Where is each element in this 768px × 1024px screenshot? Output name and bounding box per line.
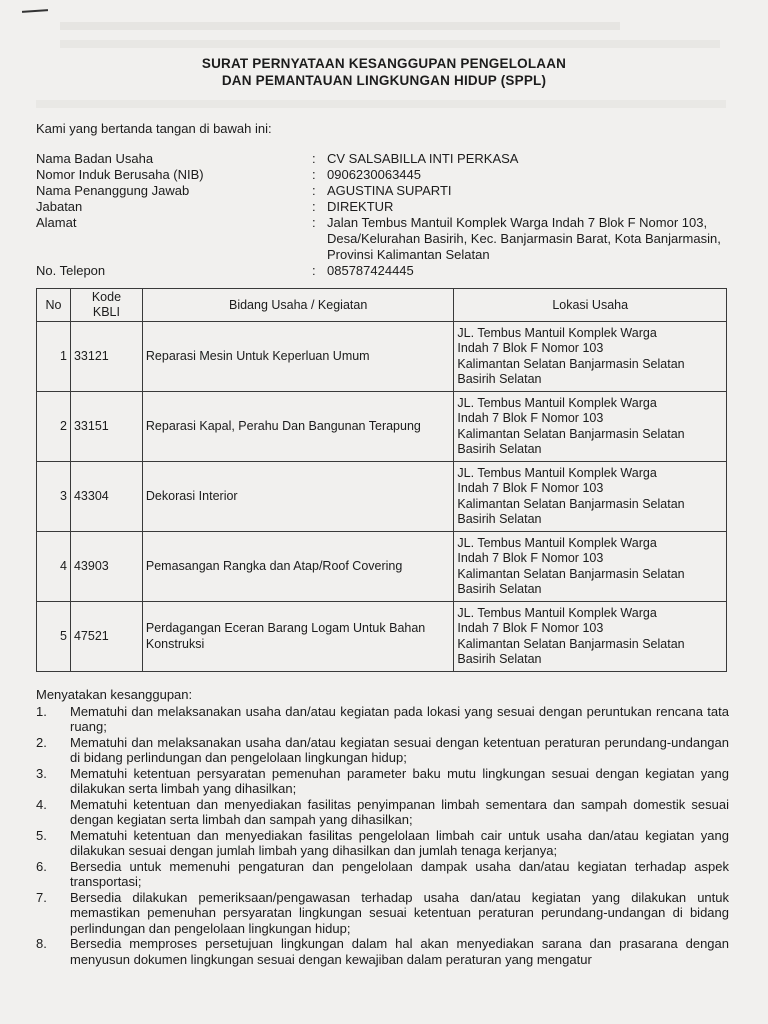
bleed-through-shadow xyxy=(36,100,726,108)
document-title-line2: DAN PEMANTAUAN LINGKUNGAN HIDUP (SPPL) xyxy=(221,73,547,88)
identity-value: Jalan Tembus Mantuil Komplek Warga Indah 7 Blok F Nomor 103, Desa/Kelurahan Basirih, Kec. Banjarmasin Barat, Kota Banjarmasin, Provinsi Kalimantan Selatan xyxy=(327,215,721,262)
cell-no: 3 xyxy=(37,462,71,532)
cell-kbli: 33121 xyxy=(70,322,142,392)
cell-kbli: 43903 xyxy=(70,532,142,602)
lokasi-line: Basirih Selatan xyxy=(457,582,542,596)
cell-no: 1 xyxy=(37,322,71,392)
lokasi-line: JL. Tembus Mantuil Komplek Warga xyxy=(457,395,657,410)
lokasi-line: Basirih Selatan xyxy=(457,372,542,386)
statement-section xyxy=(36,687,729,967)
list-item xyxy=(36,828,729,859)
cell-kbli: 33151 xyxy=(70,392,142,462)
lokasi-line: Kalimantan Selatan Banjarmasin Selatan xyxy=(457,496,685,511)
lokasi-line: Indah 7 Blok F Nomor 103 xyxy=(457,481,604,495)
bleed-through-shadow xyxy=(60,40,720,48)
identity-row xyxy=(36,151,736,167)
colon: : xyxy=(312,199,316,214)
table-row xyxy=(37,462,727,532)
item-text: Mematuhi dan melaksanakan usaha dan/atau kegiatan pada lokasi yang sesuai dengan peruntukan rencana tata ruang; xyxy=(70,703,729,734)
lokasi-line: JL. Tembus Mantuil Komplek Warga xyxy=(457,465,657,480)
item-number: 4. xyxy=(36,796,47,812)
bleed-through-shadow xyxy=(60,22,620,30)
colon: : xyxy=(312,215,316,230)
colon: : xyxy=(312,151,316,166)
header-lokasi: Lokasi Usaha xyxy=(454,289,727,322)
lokasi-line: Basirih Selatan xyxy=(457,512,542,526)
cell-lokasi xyxy=(454,392,727,462)
identity-block xyxy=(36,151,736,279)
cell-kbli: 47521 xyxy=(70,602,142,672)
cell-bidang: Reparasi Kapal, Perahu Dan Bangunan Terapung xyxy=(142,392,454,462)
statement-heading: Menyatakan kesanggupan: xyxy=(36,687,193,702)
identity-value: CV SALSABILLA INTI PERKASA xyxy=(327,151,519,166)
colon: : xyxy=(312,167,316,182)
list-item xyxy=(36,936,729,967)
item-text: Mematuhi ketentuan persyaratan pemenuhan parameter baku mutu lingkungan sesuai dengan kegiatan yang dilakukan serta limbah yang dihasilkan; xyxy=(70,765,729,796)
identity-row xyxy=(36,215,736,263)
list-item xyxy=(36,735,729,766)
identity-label: No. Telepon xyxy=(36,263,106,278)
item-number: 8. xyxy=(36,936,47,951)
item-text: Bersedia memproses persetujuan lingkungan dalam hal akan menyediakan sarana dan prasarana dengan menyusun dokumen lingkungan sesuai dengan kewajiban dalam peraturan yang mengatur xyxy=(70,936,729,967)
lokasi-line: JL. Tembus Mantuil Komplek Warga xyxy=(457,325,657,340)
table-row xyxy=(37,532,727,602)
table-row xyxy=(37,322,727,392)
lokasi-line: JL. Tembus Mantuil Komplek Warga xyxy=(457,535,657,550)
lokasi-line: Basirih Selatan xyxy=(457,652,542,666)
item-text: Bersedia dilakukan pemeriksaan/pengawasan terhadap usaha dan/atau kegiatan yang dilakukan untuk memastikan pemenuhan persyaratan lingkungan sesuai ketentuan peraturan perundang-undangan di bidang perlindungan dan pengelolaan lingkungan hidup; xyxy=(70,889,729,936)
lokasi-line: Indah 7 Blok F Nomor 103 xyxy=(457,551,604,565)
header-kbli: KBLI xyxy=(92,305,120,319)
document-title-line1: SURAT PERNYATAAN KESANGGUPAN PENGELOLAAN xyxy=(201,56,567,71)
lokasi-line: JL. Tembus Mantuil Komplek Warga xyxy=(457,605,657,620)
item-text: Mematuhi ketentuan dan menyediakan fasilitas penyimpanan limbah sementara dan sampah domestik sesuai dengan kegiatan serta limbah dan sampah yang dihasilkan; xyxy=(70,796,729,827)
kbli-table xyxy=(36,288,727,672)
identity-value: 0906230063445 xyxy=(327,167,421,182)
lokasi-line: Basirih Selatan xyxy=(457,442,542,456)
cell-kbli: 43304 xyxy=(70,462,142,532)
item-text: Bersedia untuk memenuhi pengaturan dan pengelolaan dampak usaha dan/atau kegiatan terhadap aspek transportasi; xyxy=(70,858,729,889)
header-no: No xyxy=(37,289,71,322)
list-item xyxy=(36,890,729,937)
item-number: 1. xyxy=(36,703,47,719)
item-text: Mematuhi dan melaksanakan usaha dan/atau kegiatan sesuai dengan ketentuan peraturan perundang-undangan di bidang perlindungan dan pengelolaan lingkungan hidup; xyxy=(70,734,729,765)
lokasi-line: Kalimantan Selatan Banjarmasin Selatan xyxy=(457,356,685,371)
colon: : xyxy=(312,183,316,198)
list-item xyxy=(36,704,729,735)
identity-row xyxy=(36,183,736,199)
cell-lokasi xyxy=(454,532,727,602)
identity-label: Jabatan xyxy=(36,199,83,214)
cell-bidang: Dekorasi Interior xyxy=(142,462,454,532)
item-number: 5. xyxy=(36,827,47,843)
list-item xyxy=(36,766,729,797)
header-bidang: Bidang Usaha / Kegiatan xyxy=(142,289,454,322)
cell-lokasi xyxy=(454,602,727,672)
colon: : xyxy=(312,263,316,278)
lokasi-line: Indah 7 Blok F Nomor 103 xyxy=(457,411,604,425)
cell-bidang: Pemasangan Rangka dan Atap/Roof Covering xyxy=(142,532,454,602)
item-text: Mematuhi ketentuan dan menyediakan fasilitas pengelolaan limbah cair untuk usaha dan/atau kegiatan yang dilakukan sesuai dengan jumlah limbah yang dihasilkan dan jumlah tenaga kerjanya; xyxy=(70,827,729,858)
header-kode: Kode xyxy=(91,290,122,304)
cell-no: 5 xyxy=(37,602,71,672)
table-row xyxy=(37,602,727,672)
identity-value: AGUSTINA SUPARTI xyxy=(327,183,452,198)
identity-row xyxy=(36,167,736,183)
intro-text: Kami yang bertanda tangan di bawah ini: xyxy=(36,121,272,136)
lokasi-line: Kalimantan Selatan Banjarmasin Selatan xyxy=(457,426,685,441)
lokasi-line: Kalimantan Selatan Banjarmasin Selatan xyxy=(457,636,685,651)
header-kode-kbli xyxy=(70,289,142,322)
identity-row xyxy=(36,263,736,279)
lokasi-line: Indah 7 Blok F Nomor 103 xyxy=(457,621,604,635)
identity-value: DIREKTUR xyxy=(327,199,394,214)
list-item xyxy=(36,859,729,890)
table-row xyxy=(37,392,727,462)
cell-lokasi xyxy=(454,322,727,392)
cell-bidang: Perdagangan Eceran Barang Logam Untuk Bahan Konstruksi xyxy=(142,602,454,672)
identity-label: Nama Badan Usaha xyxy=(36,151,154,166)
table-header-row xyxy=(37,289,727,322)
cell-bidang: Reparasi Mesin Untuk Keperluan Umum xyxy=(142,322,454,392)
item-number: 7. xyxy=(36,889,47,905)
identity-label: Nama Penanggung Jawab xyxy=(36,183,190,198)
identity-value: 085787424445 xyxy=(327,263,414,278)
cell-no: 4 xyxy=(37,532,71,602)
lokasi-line: Indah 7 Blok F Nomor 103 xyxy=(457,341,604,355)
pen-mark xyxy=(22,9,48,13)
item-number: 2. xyxy=(36,734,47,750)
item-number: 6. xyxy=(36,858,47,874)
identity-row xyxy=(36,199,736,215)
item-number: 3. xyxy=(36,765,47,781)
identity-label: Alamat xyxy=(36,215,77,230)
cell-no: 2 xyxy=(37,392,71,462)
identity-label: Nomor Induk Berusaha (NIB) xyxy=(36,167,204,182)
lokasi-line: Kalimantan Selatan Banjarmasin Selatan xyxy=(457,566,685,581)
list-item xyxy=(36,797,729,828)
cell-lokasi xyxy=(454,462,727,532)
